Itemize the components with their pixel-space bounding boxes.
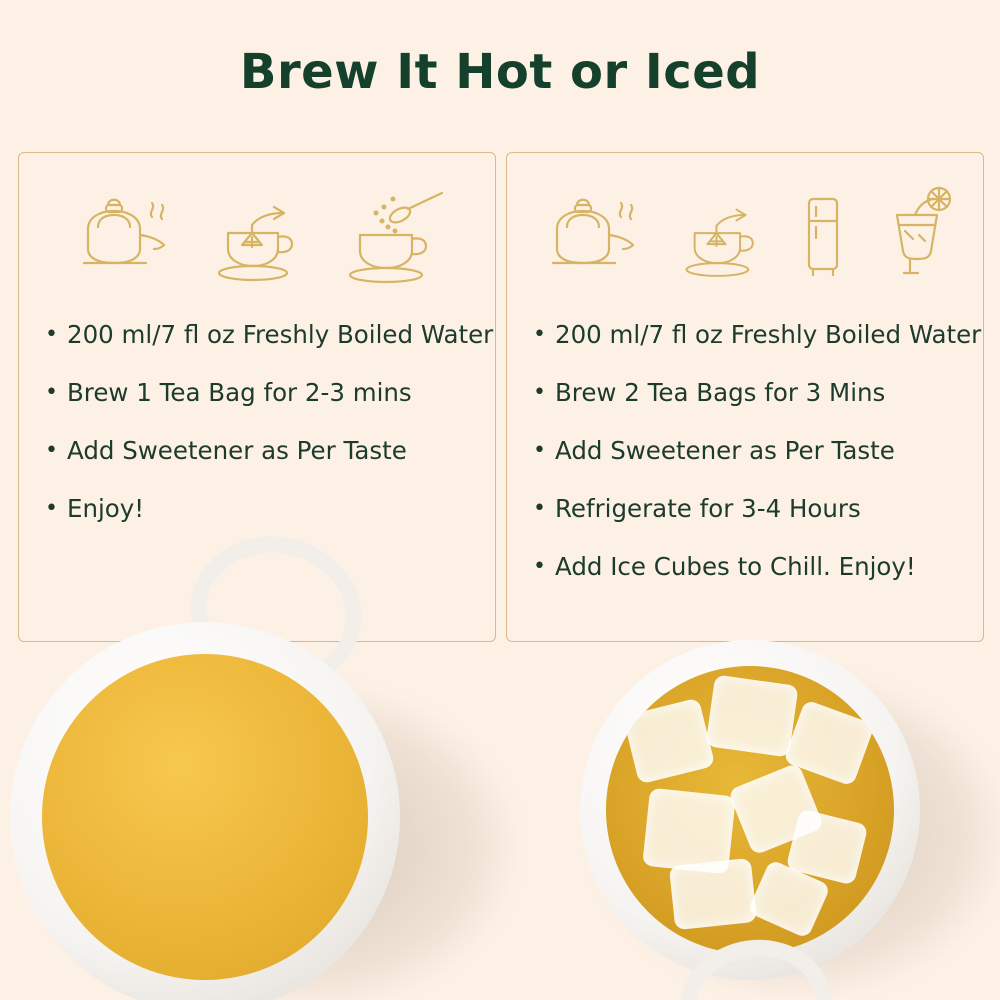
list-item [533, 379, 969, 408]
ice-cube [747, 859, 831, 939]
hot-icon-row [19, 175, 495, 285]
bullet-icon: • [533, 495, 546, 521]
bullet-icon: • [533, 379, 546, 405]
hot-brew-panel [18, 152, 496, 642]
teacup-brewing-icon [202, 185, 312, 285]
bullet-icon: • [45, 379, 58, 405]
iced-tea-liquid [606, 666, 894, 954]
hot-steps-list [45, 320, 494, 553]
ice-cube [705, 675, 798, 758]
ice-cube [642, 788, 736, 875]
sweetener-spoon-icon [338, 185, 458, 285]
refrigerator-icon [797, 185, 849, 285]
step-text: Add Ice Cubes to Chill. Enjoy! [554, 551, 916, 581]
ice-cube [786, 808, 869, 885]
kettle-icon [56, 185, 176, 285]
list-item [45, 437, 481, 466]
step-text: Brew 2 Tea Bags for 3 Mins [554, 377, 886, 407]
page-title: Brew It Hot or Iced [239, 44, 761, 100]
bullet-icon: • [533, 322, 546, 347]
iced-icon-row [507, 175, 983, 285]
iced-brew-panel [506, 152, 984, 642]
bullet-icon: • [533, 437, 546, 463]
step-text: 200 ml/7 fl oz Freshly Boiled Water [554, 320, 982, 349]
kettle-icon [525, 185, 645, 285]
list-item [45, 320, 494, 350]
list-item [533, 553, 969, 582]
mug-rim [580, 640, 920, 980]
ice-cube [783, 699, 875, 786]
mug-rim [10, 622, 400, 1000]
hot-tea-liquid [42, 654, 368, 980]
iced-tea-mug-photo [530, 610, 1000, 1000]
mug-shadow [100, 682, 520, 1000]
list-item [45, 495, 481, 524]
step-text: Add Sweetener as Per Taste [66, 435, 407, 465]
iced-drink-glass-icon [875, 185, 965, 285]
step-text: 200 ml/7 fl oz Freshly Boiled Water [66, 320, 494, 349]
ice-cube [728, 762, 825, 855]
ice-cube [623, 698, 716, 785]
iced-steps-list [533, 320, 982, 611]
list-item [45, 379, 481, 408]
mug-shadow [590, 670, 1000, 1000]
teacup-brewing-icon [671, 185, 771, 285]
step-text: Brew 1 Tea Bag for 2-3 mins [66, 377, 412, 407]
list-item [533, 437, 969, 466]
step-text: Add Sweetener as Per Taste [554, 435, 895, 465]
step-text: Enjoy! [66, 493, 145, 523]
bullet-icon: • [45, 322, 58, 347]
bullet-icon: • [45, 437, 58, 463]
step-text: Refrigerate for 3-4 Hours [554, 493, 861, 523]
list-item [533, 495, 969, 524]
list-item [533, 320, 982, 350]
bullet-icon: • [533, 553, 546, 579]
bullet-icon: • [45, 495, 58, 521]
ice-cube [669, 858, 757, 930]
mug-handle [672, 930, 841, 1000]
